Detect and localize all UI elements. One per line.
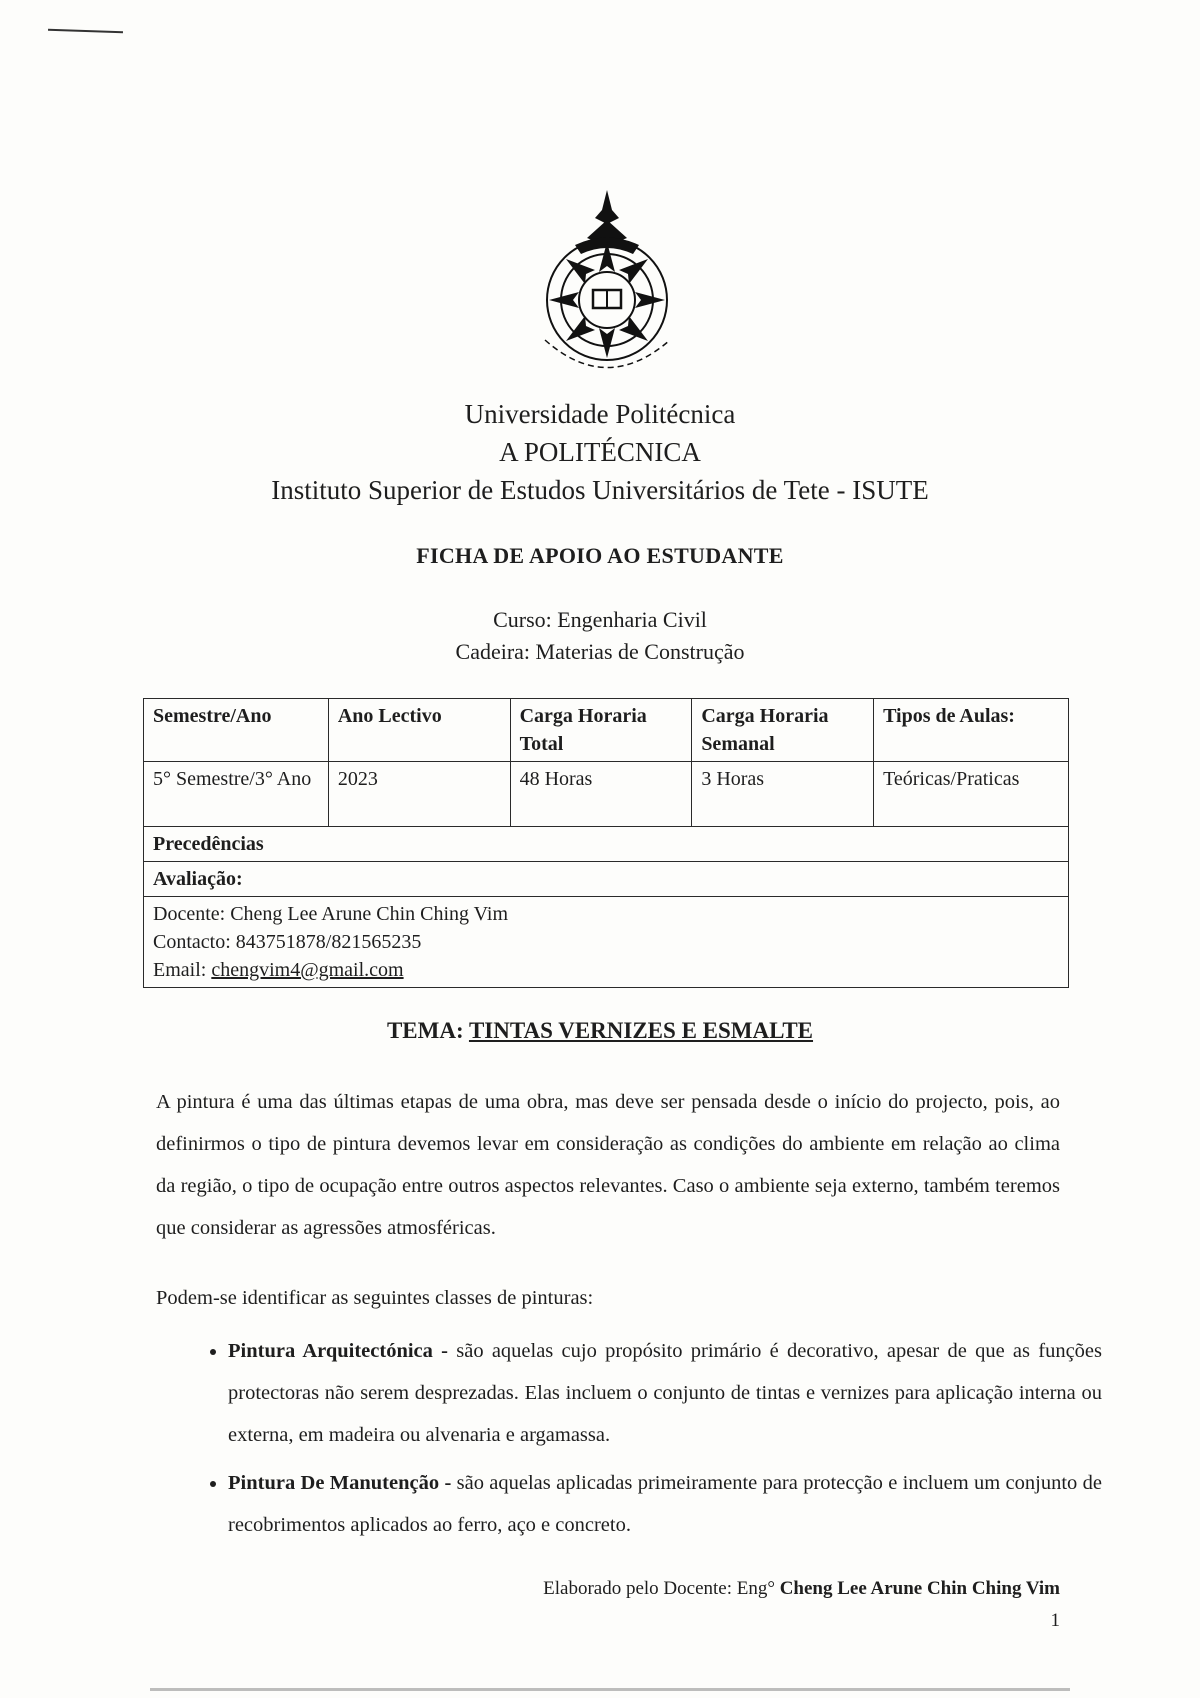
header-carga-semanal: Carga Horaria Semanal	[692, 699, 874, 762]
topic-title: TINTAS VERNIZES E ESMALTE	[468, 1018, 814, 1043]
docente-line: Docente: Cheng Lee Arune Chin Ching Vim	[153, 903, 509, 925]
table-row	[144, 827, 1069, 862]
classes-intro: Podem-se identificar as seguintes classes de pinturas:	[156, 1287, 594, 1309]
email-line	[153, 956, 1059, 984]
institution-header	[0, 395, 1200, 509]
course-details-table	[143, 698, 1069, 988]
course-info	[0, 604, 1200, 668]
topic-label: TEMA:	[386, 1018, 469, 1043]
university-seal-icon	[515, 190, 700, 390]
scan-artifact	[48, 29, 123, 34]
institute-name: Instituto Superior de Estudos Universitários de Tete - ISUTE	[271, 475, 929, 505]
intro-paragraph	[156, 1081, 1060, 1249]
item-text: são aquelas aplicadas primeiramente para protecção e incluem um conjunto de recobrimentos aplicados ao ferro, aço e concreto.	[228, 1472, 1102, 1536]
paragraph-text: A pintura é uma das últimas etapas de uma obra, mas deve ser pensada desde o início do projecto, pois, ao definirmos o tipo de pintura devemos levar em consideração as condições do ambiente em relação ao clima da região, o tipo de ocupação entre outros aspectos relevantes. Caso o ambiente seja externo, também teremos que considerar as agressões atmosféricas.	[156, 1091, 1060, 1239]
cell-carga-total: 48 Horas	[510, 762, 692, 827]
item-term: Pintura De Manutenção -	[228, 1472, 452, 1494]
footer-author	[543, 1578, 1060, 1600]
header-ano-lectivo: Ano Lectivo	[328, 699, 510, 762]
cell-carga-semanal: 3 Horas	[692, 762, 874, 827]
cell-tipos-aulas: Teóricas/Praticas	[874, 762, 1069, 827]
document-title: FICHA DE APOIO AO ESTUDANTE	[416, 543, 784, 568]
email-label: Email:	[153, 959, 212, 981]
header-tipos-aulas: Tipos de Aulas:	[874, 699, 1069, 762]
cell-avaliacao: Avaliação:	[144, 862, 1069, 897]
list-item	[228, 1330, 1102, 1456]
contacto-line: Contacto: 843751878/821565235	[153, 931, 422, 953]
topic-heading	[0, 1018, 1200, 1044]
scan-artifact	[150, 1688, 1070, 1691]
table-row	[144, 897, 1069, 988]
paint-classes-list	[186, 1330, 1102, 1552]
footer-name: Cheng Lee Arune Chin Ching Vim	[779, 1578, 1060, 1599]
item-text: são aquelas cujo propósito primário é decorativo, apesar de que as funções protectoras não serem desprezadas. Elas incluem o conjunto de tintas e vernizes para aplicação interna ou externa, em madeira ou alvenaria e argamassa.	[228, 1340, 1103, 1446]
table-row	[144, 862, 1069, 897]
header-semestre: Semestre/Ano	[144, 699, 329, 762]
brand-name: A POLITÉCNICA	[499, 437, 701, 467]
cell-ano-lectivo: 2023	[328, 762, 510, 827]
page-number: 1	[1050, 1610, 1060, 1631]
item-term: Pintura Arquitectónica -	[228, 1340, 448, 1362]
list-item	[228, 1462, 1102, 1546]
cell-contact-info	[144, 897, 1069, 988]
header-carga-total: Carga Horaria Total	[510, 699, 692, 762]
cell-semestre: 5° Semestre/3° Ano	[144, 762, 329, 827]
email-link[interactable]: chengvim4@gmail.com	[211, 959, 404, 981]
table-row	[144, 762, 1069, 827]
table-header-row	[144, 699, 1069, 762]
subject-name: Cadeira: Materias de Construção	[455, 639, 745, 664]
university-name: Universidade Politécnica	[464, 399, 736, 429]
course-name: Curso: Engenharia Civil	[493, 607, 707, 632]
footer-prefix: Elaborado pelo Docente: Eng°	[543, 1578, 780, 1599]
cell-precedencias: Precedências	[144, 827, 1069, 862]
